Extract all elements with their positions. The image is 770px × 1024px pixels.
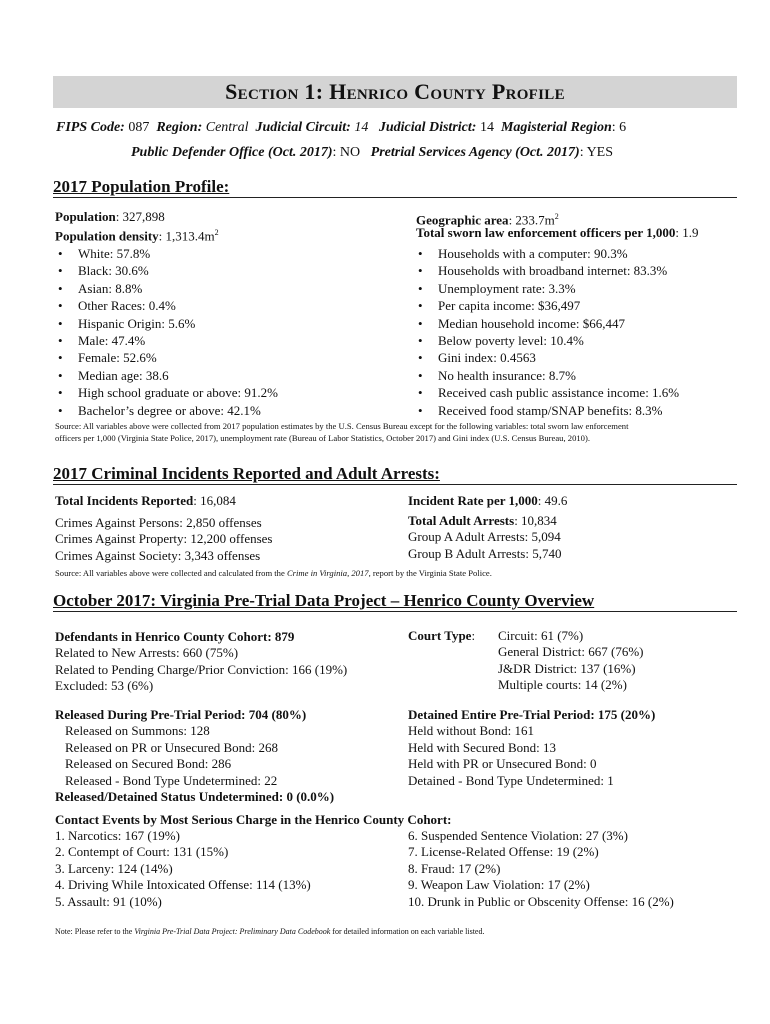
arrests-block: Total Adult Arrests: 10,834 Group A Adult Arrests: 5,094 Group B Adult Arrests: 5,740 bbox=[408, 513, 562, 561]
header-line-2 bbox=[131, 145, 613, 161]
section-title: Section 1: Henrico County Profile bbox=[225, 79, 565, 104]
list-item: • Male: 47.4% bbox=[54, 332, 278, 349]
contact-heading: Contact Events by Most Serious Charge in the Henrico County Cohort: bbox=[55, 812, 452, 827]
contact-right-list bbox=[408, 828, 674, 910]
list-item: • Received cash public assistance income: 1.6% bbox=[414, 384, 679, 401]
pd-value: : NO bbox=[332, 145, 361, 160]
district-value: 14 bbox=[479, 120, 494, 135]
list-item: • Black: 30.6% bbox=[54, 262, 278, 279]
list-item: 8. Fraud: 17 (2%) bbox=[408, 860, 501, 876]
list-item: 2. Contempt of Court: 131 (15%) bbox=[55, 844, 229, 860]
list-item: • White: 57.8% bbox=[54, 245, 278, 262]
population-source: Source: All variables above were collected from 2017 population estimates by the U.S. Census Bureau except for the following variables: total sworn law enforcement officers per 1,000 (Virginia State Police, 2017), unemployment rate (Bureau of Labor Statistics, October 2017) and Gini index (U.S. Census Bureau, 2010). bbox=[55, 421, 629, 443]
list-item: • Received food stamp/SNAP benefits: 8.3% bbox=[414, 402, 679, 419]
district-label: Judicial District: bbox=[378, 120, 477, 135]
list-item: 1. Narcotics: 167 (19%) bbox=[55, 828, 180, 843]
list-item: 5. Assault: 91 (10%) bbox=[55, 893, 162, 909]
list-item: • Per capita income: $36,497 bbox=[414, 297, 679, 314]
released-block: Released During Pre-Trial Period: 704 (80%) Released on Summons: 128 Released on PR or Unsecured Bond: 268 Released on Secured Bond: 286 Released - Bond Type Undetermined: 22 Released/Detained Status Undetermined: 0 (0.0%) bbox=[55, 707, 335, 805]
list-item: • Households with broadband internet: 83.3% bbox=[414, 262, 679, 279]
region-value: Central bbox=[205, 120, 249, 135]
list-item: • Households with a computer: 90.3% bbox=[414, 245, 679, 262]
header-line-1 bbox=[56, 120, 626, 136]
list-item: Held with PR or Unsecured Bond: 0 bbox=[408, 756, 597, 772]
list-item: 6. Suspended Sentence Violation: 27 (3%) bbox=[408, 828, 628, 843]
area-row: Geographic area: $233.7m^2$ bbox=[416, 212, 559, 228]
population-right-list bbox=[414, 245, 679, 419]
list-item: Held with Secured Bond: 13 bbox=[408, 739, 557, 755]
list-item: Released - Bond Type Undetermined: 22 bbox=[65, 772, 278, 788]
list-item: 10. Drunk in Public or Obscenity Offense: 16 (2%) bbox=[408, 893, 674, 909]
region-label: Region: bbox=[156, 120, 203, 135]
list-item: • Gini index: 0.4563 bbox=[414, 349, 679, 366]
incidents-row: Total Incidents Reported: 16,084 bbox=[55, 493, 236, 508]
list-item: J&DR District: 137 (16%) bbox=[498, 660, 636, 676]
pretrial-heading: October 2017: Virginia Pre-Trial Data Project – Henrico County Overview bbox=[53, 591, 737, 612]
section-title-bar bbox=[53, 76, 737, 108]
list-item: Circuit: 61 (7%) bbox=[498, 628, 584, 643]
list-item: Detained - Bond Type Undetermined: 1 bbox=[408, 772, 614, 788]
list-item: General District: 667 (76%) bbox=[498, 644, 644, 660]
list-item: • Unemployment rate: 3.3% bbox=[414, 280, 679, 297]
circuit-label: Judicial Circuit: bbox=[255, 120, 351, 135]
officers-row: Total sworn law enforcement officers per 1,000: 1.9 bbox=[416, 225, 699, 240]
list-item: Related to Pending Charge/Prior Conviction: 166 (19%) bbox=[55, 661, 348, 677]
list-item: Released on PR or Unsecured Bond: 268 bbox=[65, 739, 279, 755]
magisterial-label: Magisterial Region bbox=[500, 120, 612, 135]
list-item: • Other Races: 0.4% bbox=[54, 297, 278, 314]
list-item: • No health insurance: 8.7% bbox=[414, 367, 679, 384]
crime-heading: 2017 Criminal Incidents Reported and Adult Arrests: bbox=[53, 464, 737, 485]
list-item: 7. License-Related Offense: 19 (2%) bbox=[408, 844, 599, 860]
list-item: • Below poverty level: 10.4% bbox=[414, 332, 679, 349]
fips-label: FIPS Code: bbox=[56, 120, 125, 135]
fips-value: 087 bbox=[128, 120, 150, 135]
population-left-list bbox=[54, 245, 278, 419]
cohort-block: Defendants in Henrico County Cohort: 879 Related to New Arrests: 660 (75%) Related to Pending Charge/Prior Conviction: 166 (19%) Excluded: 53 (6%) bbox=[55, 629, 348, 694]
list-item: • Median household income: $66,447 bbox=[414, 315, 679, 332]
list-item: • Hispanic Origin: 5.6% bbox=[54, 315, 278, 332]
density-row: Population density: $1,313.4m^2$ bbox=[55, 228, 219, 244]
list-item: Related to New Arrests: 660 (75%) bbox=[55, 645, 239, 661]
list-item: • Median age: 38.6 bbox=[54, 367, 278, 384]
circuit-value: 14 bbox=[354, 120, 369, 135]
pretrial-value: : YES bbox=[579, 145, 614, 160]
list-item: Held without Bond: 161 bbox=[408, 723, 535, 739]
incident-rate-row: Incident Rate per 1,000: 49.6 bbox=[408, 493, 568, 508]
list-item: • Asian: 8.8% bbox=[54, 280, 278, 297]
list-item: Multiple courts: 14 (2%) bbox=[498, 677, 627, 693]
pretrial-label: Pretrial Services Agency (Oct. 2017) bbox=[370, 145, 580, 160]
list-item: 9. Weapon Law Violation: 17 (2%) bbox=[408, 877, 590, 893]
list-item: Released on Secured Bond: 286 bbox=[65, 756, 232, 772]
list-item: • Female: 52.6% bbox=[54, 349, 278, 366]
magisterial-value: : 6 bbox=[611, 120, 627, 135]
detained-block: Detained Entire Pre-Trial Period: 175 (20%) Held without Bond: 161 Held with Secured Bond: 13 Held with PR or Unsecured Bond: 0 Detained - Bond Type Undetermined: 1 bbox=[408, 707, 656, 788]
footnote: Note: Please refer to the Virginia Pre-Trial Data Project: Preliminary Data Codebook for detailed information on each variable listed. bbox=[55, 927, 485, 936]
list-item: 3. Larceny: 124 (14%) bbox=[55, 860, 173, 876]
list-item: • High school graduate or above: 91.2% bbox=[54, 384, 278, 401]
court-type-list bbox=[498, 628, 643, 694]
crimes-against-block: Crimes Against Persons: 2,850 offenses Crimes Against Property: 12,200 offenses Crimes Against Society: 3,343 offenses bbox=[55, 515, 273, 563]
pd-label: Public Defender Office (Oct. 2017) bbox=[131, 145, 333, 160]
population-row: Population: 327,898 bbox=[55, 209, 165, 224]
list-item: 4. Driving While Intoxicated Offense: 114 (13%) bbox=[55, 877, 311, 893]
list-item: Released on Summons: 128 bbox=[65, 723, 210, 739]
contact-left-list bbox=[55, 828, 311, 910]
population-heading: 2017 Population Profile: bbox=[53, 177, 737, 198]
court-type-label: Court Type: bbox=[408, 628, 476, 643]
crime-source: Source: All variables above were collected and calculated from the Crime in Virginia, 2017, report by the Virginia State Police. bbox=[55, 568, 492, 578]
list-item: Excluded: 53 (6%) bbox=[55, 678, 154, 694]
list-item: • Bachelor’s degree or above: 42.1% bbox=[54, 402, 278, 419]
